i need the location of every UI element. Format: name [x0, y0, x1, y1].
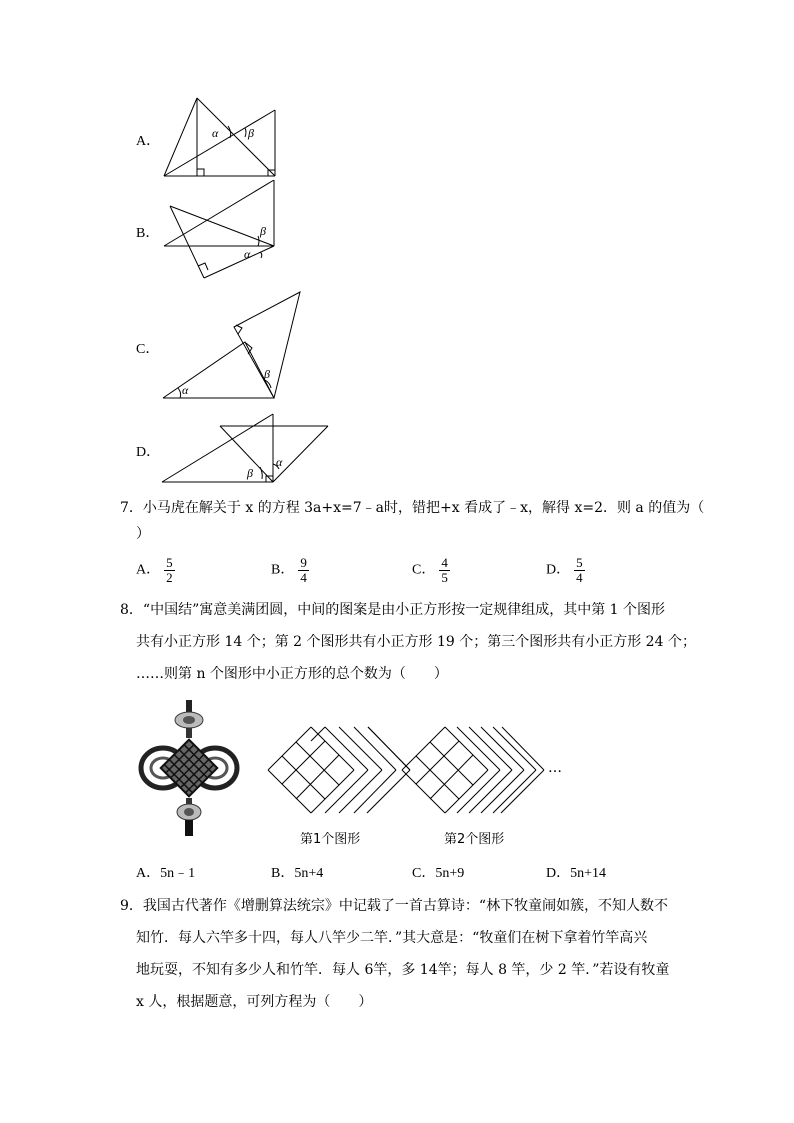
- q8-option-b-text: 5n+4: [294, 866, 324, 881]
- q8-stem-line2: 共有小正方形 14 个；第 2 个图形共有小正方形 19 个；第三个图形共有小正方形 24 个；: [136, 634, 696, 650]
- q7-c-denominator: 5: [441, 570, 448, 585]
- q7-b-denominator: 4: [300, 570, 307, 585]
- q8-option-a-text: 5n﹣1: [160, 866, 196, 881]
- q6d-alpha: α: [276, 455, 283, 469]
- q9-stem-line4: x 人，根据题意，可列方程为（ ）: [136, 994, 373, 1010]
- q7-stem-line2: ）: [136, 526, 150, 542]
- q8-stem-line1: 8．“中国结”寓意美满团圆，中间的图案是由小正方形按一定规律组成，其中第 1 个图形: [120, 602, 666, 618]
- q7-option-b-label: B．: [271, 562, 295, 578]
- q6-option-b-label: B．: [136, 226, 160, 241]
- q6-option-c-label: C．: [136, 342, 160, 357]
- q6b-beta: β: [260, 224, 266, 238]
- q8-option-b[interactable]: [271, 862, 323, 882]
- figure-1-caption: 第1个图形: [300, 832, 361, 847]
- pattern-figure-1: [266, 724, 412, 816]
- q6d-beta: β: [247, 466, 253, 480]
- q7-d-numerator: 5: [576, 555, 583, 570]
- q8-option-d[interactable]: [546, 862, 606, 882]
- q8-option-a[interactable]: [136, 862, 195, 882]
- q7-option-d[interactable]: [546, 556, 585, 585]
- q8-stem-line3: ……则第 n 个图形中小正方形的总个数为（ ）: [136, 666, 448, 682]
- q9-stem-line2: 知竹．每人六竿多十四，每人八竿少二竿．”其大意是：“牧童们在树下拿着竹竿高兴: [136, 930, 648, 946]
- q6-figure-a: [150, 90, 290, 185]
- q6c-beta: β: [264, 367, 270, 381]
- q6a-beta: β: [248, 126, 254, 140]
- q6c-alpha: α: [182, 383, 189, 397]
- q6-figure-d: [150, 410, 335, 488]
- q7-option-a[interactable]: [136, 556, 175, 585]
- q6-option-a-label: A．: [136, 134, 161, 149]
- q8-option-c-text: 5n+9: [435, 866, 465, 881]
- q9-stem-line3: 地玩耍，不知有多少人和竹竿．每人 6竿，多 14竿；每人 8 竿，少 2 竿．”若设有牧童: [136, 962, 670, 978]
- q7-option-b[interactable]: [271, 556, 309, 585]
- q6-figure-c: [150, 288, 310, 403]
- q6-option-d-label: D．: [136, 445, 161, 460]
- q6-figure-b: [150, 180, 290, 285]
- q6a-alpha: α: [212, 126, 219, 140]
- q7-option-d-label: D．: [546, 562, 571, 578]
- q6a-triangle-1: [164, 98, 197, 176]
- chinese-knot-image: [138, 700, 243, 838]
- q8-option-c-label: C．: [412, 866, 436, 881]
- q7-d-denominator: 4: [576, 570, 583, 585]
- q7-c-numerator: 4: [441, 555, 448, 570]
- q7-option-c-label: C．: [412, 562, 436, 578]
- figure-2-caption: 第2个图形: [444, 832, 505, 847]
- q8-option-c[interactable]: [412, 862, 464, 882]
- pattern-ellipsis: …: [548, 760, 562, 776]
- q8-option-d-label: D．: [546, 866, 571, 881]
- q8-option-d-text: 5n+14: [570, 866, 607, 881]
- q8-option-b-label: B．: [271, 866, 295, 881]
- q7-a-denominator: 2: [166, 570, 173, 585]
- q6b-alpha: α: [244, 247, 251, 261]
- q7-a-numerator: 5: [166, 555, 173, 570]
- q7-option-c[interactable]: [412, 556, 450, 585]
- q9-stem-line1: 9．我国古代著作《增删算法统宗》中记载了一首古算诗：“林下牧童闹如簇，不知人数不: [120, 898, 669, 914]
- q8-option-a-label: A．: [136, 866, 161, 881]
- q7-option-a-label: A．: [136, 562, 161, 578]
- q7-b-numerator: 9: [300, 555, 307, 570]
- pattern-figure-2: [400, 724, 546, 816]
- q7-stem-line1: 7．小马虎在解关于 x 的方程 3a+x=7﹣a时，错把+x 看成了﹣x，解得 x=2．则 a 的值为（: [120, 500, 705, 516]
